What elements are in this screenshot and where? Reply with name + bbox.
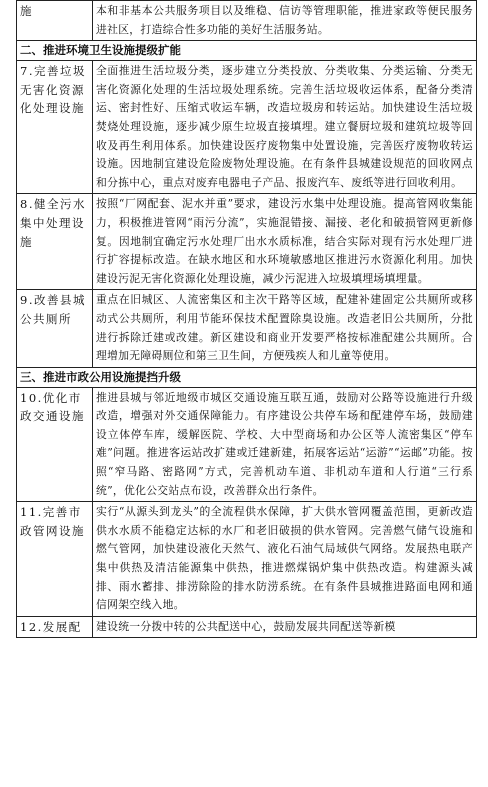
item-content-cell: 推进县城与邻近地级市城区交通设施互联互通，鼓励对公路等设施进行升级改造，增强对外交通保障能力。有序建设公共停车场和配建停车场，鼓励建设立体停车库，缓解医院、学校、大中型商场和办公区等人流密集区“停车难”问题。推进客运站改扩建或迁建新建，拓展客运站“运游”“运邮”功能。按照“窄马路、密路网”方式，完善机动车道、非机动车道和人行道“三行系统”，优化公交站点布设，改善群众出行条件。 [93,387,477,502]
section-title: 三、推进市政公用设施提挡升级 [17,367,477,387]
item-content-cell: 全面推进生活垃圾分类，逐步建立分类投放、分类收集、分类运输、分类无害化资源化处理的生活垃圾处理系统。完善生活垃圾收运体系，配备分类清运、密封性好、压缩式收运车辆，改造垃圾房和转运站。加快建设生活垃圾焚烧处理设施，逐步减少原生垃圾直接填埋。建立餐厨垃圾和建筑垃圾等回收及再生利用体系。加快建设医疗废物集中处置设施，完善医疗废物收转运设施。因地制宜建设危险废物处理设施。在有条件县城建设规范的回收网点和分拣中心，重点对废弃电器电子产品、报废汽车、废纸等进行回收利用。 [93,61,477,194]
document-page [16,0,476,787]
item-content-cell: 本和非基本公共服务项目以及维稳、信访等管理职能，推进家政等便民服务进社区，打造综合性多功能的美好生活服务站。 [93,1,477,41]
section-header-row [17,367,477,387]
table-row [17,194,477,290]
item-name-cell: 施 [17,1,93,41]
item-name-cell: 10.优化市政交通设施 [17,387,93,502]
item-name-cell: 7.完善垃圾无害化资源化处理设施 [17,61,93,194]
table-row [17,502,477,617]
item-content-cell: 建设统一分拨中转的公共配送中心，鼓励发展共同配送等新模 [93,616,477,638]
item-content-cell: 实行“从源头到龙头”的全流程供水保障，扩大供水管网覆盖范围，更新改造供水水质不能稳定达标的水厂和老旧破损的供水管网。完善燃气储气设施和燃气管网，加快建设液化天然气、液化石油气局域供气网络。发展热电联产集中供热及清洁能源集中供热，推进燃煤锅炉集中供热改造。构建源头减排、雨水蓄排、排涝除险的排水防涝系统。在有条件县城推进路面电网和通信网架空线入地。 [93,502,477,617]
item-content-cell: 按照“厂网配套、泥水并重”要求，建设污水集中处理设施。提高管网收集能力，积极推进管网“雨污分流”，实施混错接、漏接、老化和破损管网更新修复。因地制宜确定污水处理厂出水水质标准，结合实际对现有污水处理厂进行扩容提标改造。在缺水地区和水环境敏感地区推进污水资源化利用。加快建设污泥无害化资源化处理设施，减少污泥进入垃圾填埋场填埋量。 [93,194,477,290]
table-row [17,290,477,367]
table-row [17,387,477,502]
item-name-cell: 8.健全污水集中处理设施 [17,194,93,290]
table-row [17,616,477,638]
section-header-row [17,41,477,61]
item-name-cell: 12.发展配 [17,616,93,638]
item-name-cell: 11.完善市政管网设施 [17,502,93,617]
item-content-cell: 重点在旧城区、人流密集区和主次干路等区域，配建补建固定公共厕所或移动式公共厕所，利用节能环保技术配置除臭设施。改造老旧公共厕所，分批进行拆除迁建或改建。新区建设和商业开发要严格按标准配建公共厕所。合理增加无障碍厕位和第三卫生间，方便残疾人和儿童等使用。 [93,290,477,367]
table-row [17,61,477,194]
policy-table [16,0,477,638]
item-name-cell: 9.改善县城公共厕所 [17,290,93,367]
section-title: 二、推进环境卫生设施提级扩能 [17,41,477,61]
table-row [17,1,477,41]
